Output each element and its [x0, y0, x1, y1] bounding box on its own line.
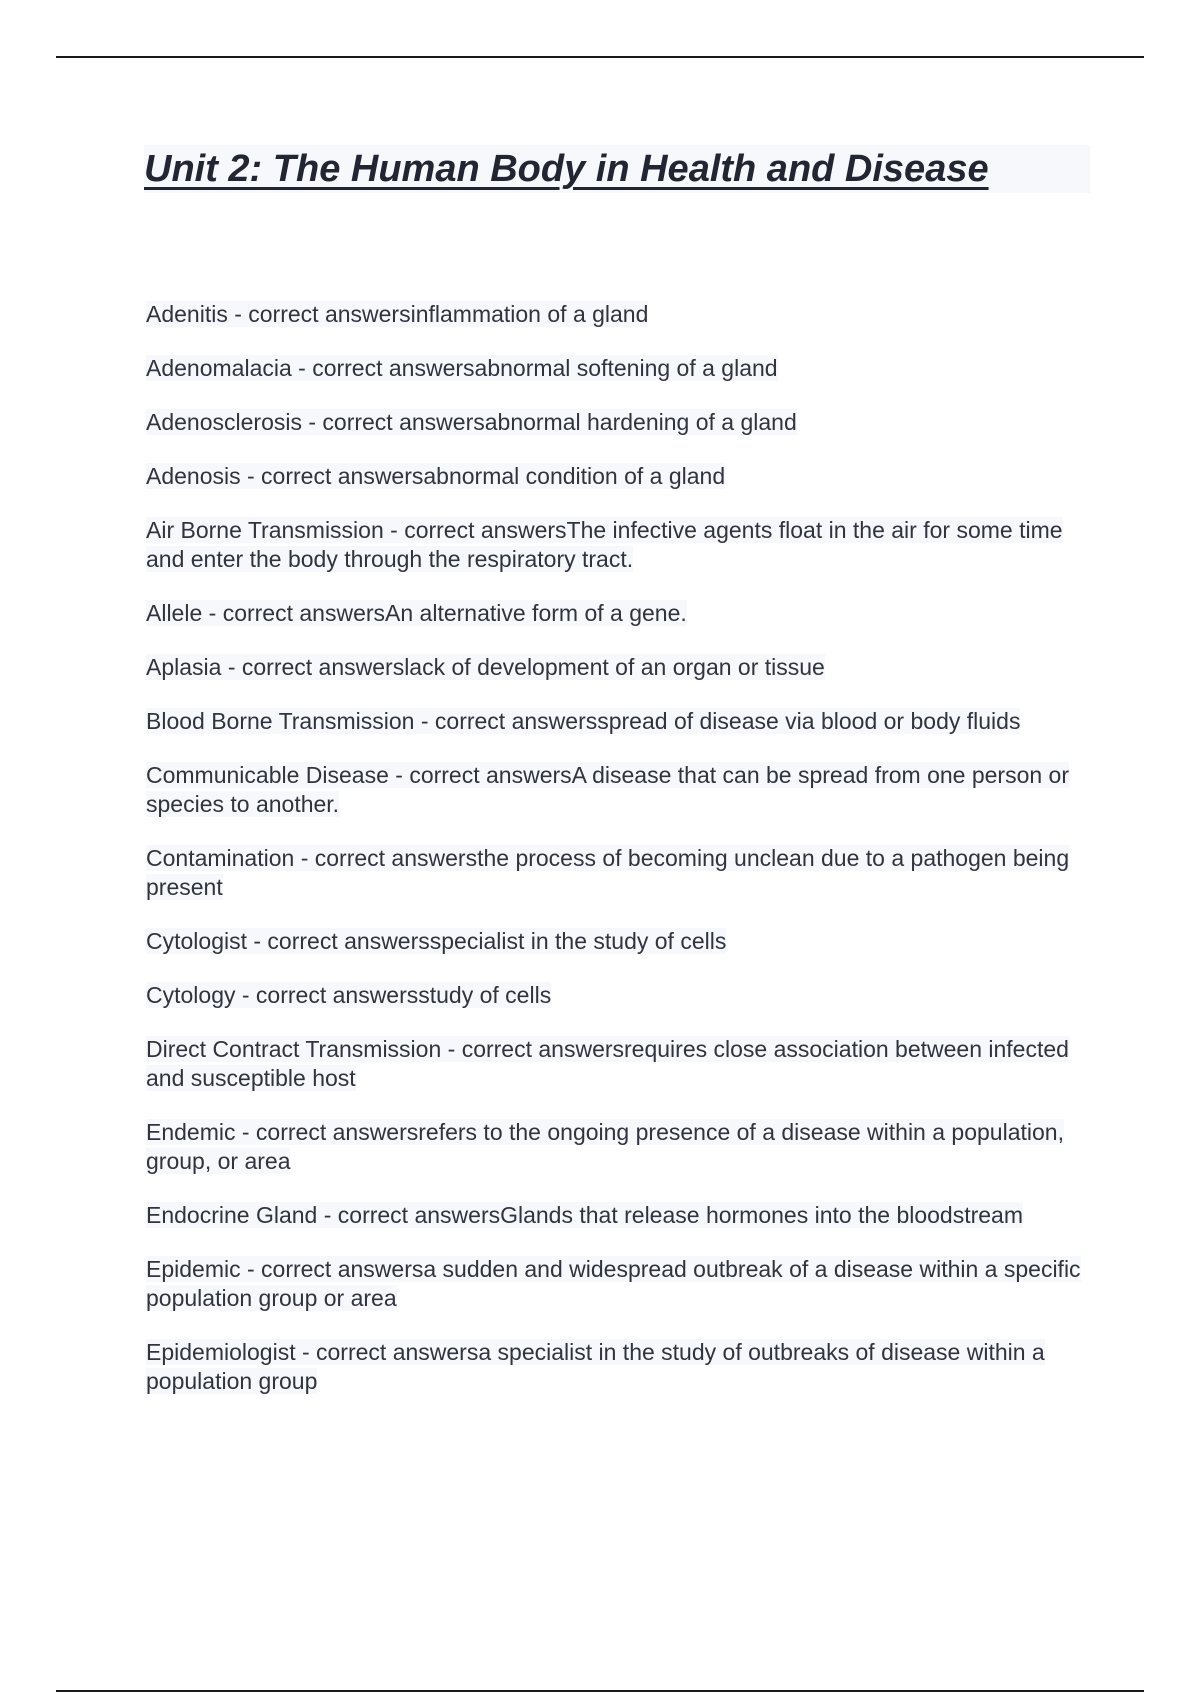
entry-text: Aplasia - correct answerslack of development of an organ or tissue	[146, 654, 825, 680]
glossary-entry	[146, 300, 1090, 329]
entry-text: Endemic - correct answersrefers to the ongoing presence of a disease within a population, group, or area	[146, 1119, 1064, 1174]
glossary-entry	[146, 981, 1090, 1010]
glossary-entry	[146, 1201, 1090, 1230]
entry-text: Air Borne Transmission - correct answersThe infective agents float in the air for some time and enter the body through the respiratory tract.	[146, 517, 1063, 572]
glossary-entry	[146, 516, 1090, 574]
glossary-entry	[146, 354, 1090, 383]
glossary-entry	[146, 761, 1090, 819]
glossary-entry	[146, 1035, 1090, 1093]
glossary-entry	[146, 707, 1090, 736]
entry-text: Epidemiologist - correct answersa specialist in the study of outbreaks of disease within a population group	[146, 1339, 1045, 1394]
entry-text: Cytology - correct answersstudy of cells	[146, 982, 552, 1008]
glossary-entry	[146, 1118, 1090, 1176]
glossary-entry	[146, 462, 1090, 491]
glossary-entry	[146, 1255, 1090, 1313]
document-title: Unit 2: The Human Body in Health and Disease	[144, 148, 989, 190]
entry-text: Direct Contract Transmission - correct answersrequires close association between infected and susceptible host	[146, 1036, 1069, 1091]
top-divider	[56, 56, 1144, 58]
title-block	[144, 145, 1090, 193]
entry-text: Epidemic - correct answersa sudden and widespread outbreak of a disease within a specific population group or area	[146, 1256, 1081, 1311]
glossary-entry	[146, 653, 1090, 682]
entry-text: Adenomalacia - correct answersabnormal softening of a gland	[146, 355, 778, 381]
entry-text: Endocrine Gland - correct answersGlands that release hormones into the bloodstream	[146, 1202, 1024, 1228]
glossary-entry	[146, 1338, 1090, 1396]
glossary-entry	[146, 599, 1090, 628]
entry-text: Cytologist - correct answersspecialist in the study of cells	[146, 928, 727, 954]
entry-text: Adenitis - correct answersinflammation of a gland	[146, 301, 649, 327]
entry-text: Adenosclerosis - correct answersabnormal hardening of a gland	[146, 409, 797, 435]
entry-text: Blood Borne Transmission - correct answersspread of disease via blood or body fluids	[146, 708, 1021, 734]
glossary-entry	[146, 844, 1090, 902]
entry-text: Allele - correct answersAn alternative form of a gene.	[146, 600, 687, 626]
bottom-divider	[56, 1690, 1144, 1692]
glossary-list	[146, 300, 1090, 1421]
glossary-entry	[146, 927, 1090, 956]
entry-text: Adenosis - correct answersabnormal condition of a gland	[146, 463, 726, 489]
entry-text: Contamination - correct answersthe process of becoming unclean due to a pathogen being present	[146, 845, 1070, 900]
entry-text: Communicable Disease - correct answersA disease that can be spread from one person or species to another.	[146, 762, 1070, 817]
glossary-entry	[146, 408, 1090, 437]
